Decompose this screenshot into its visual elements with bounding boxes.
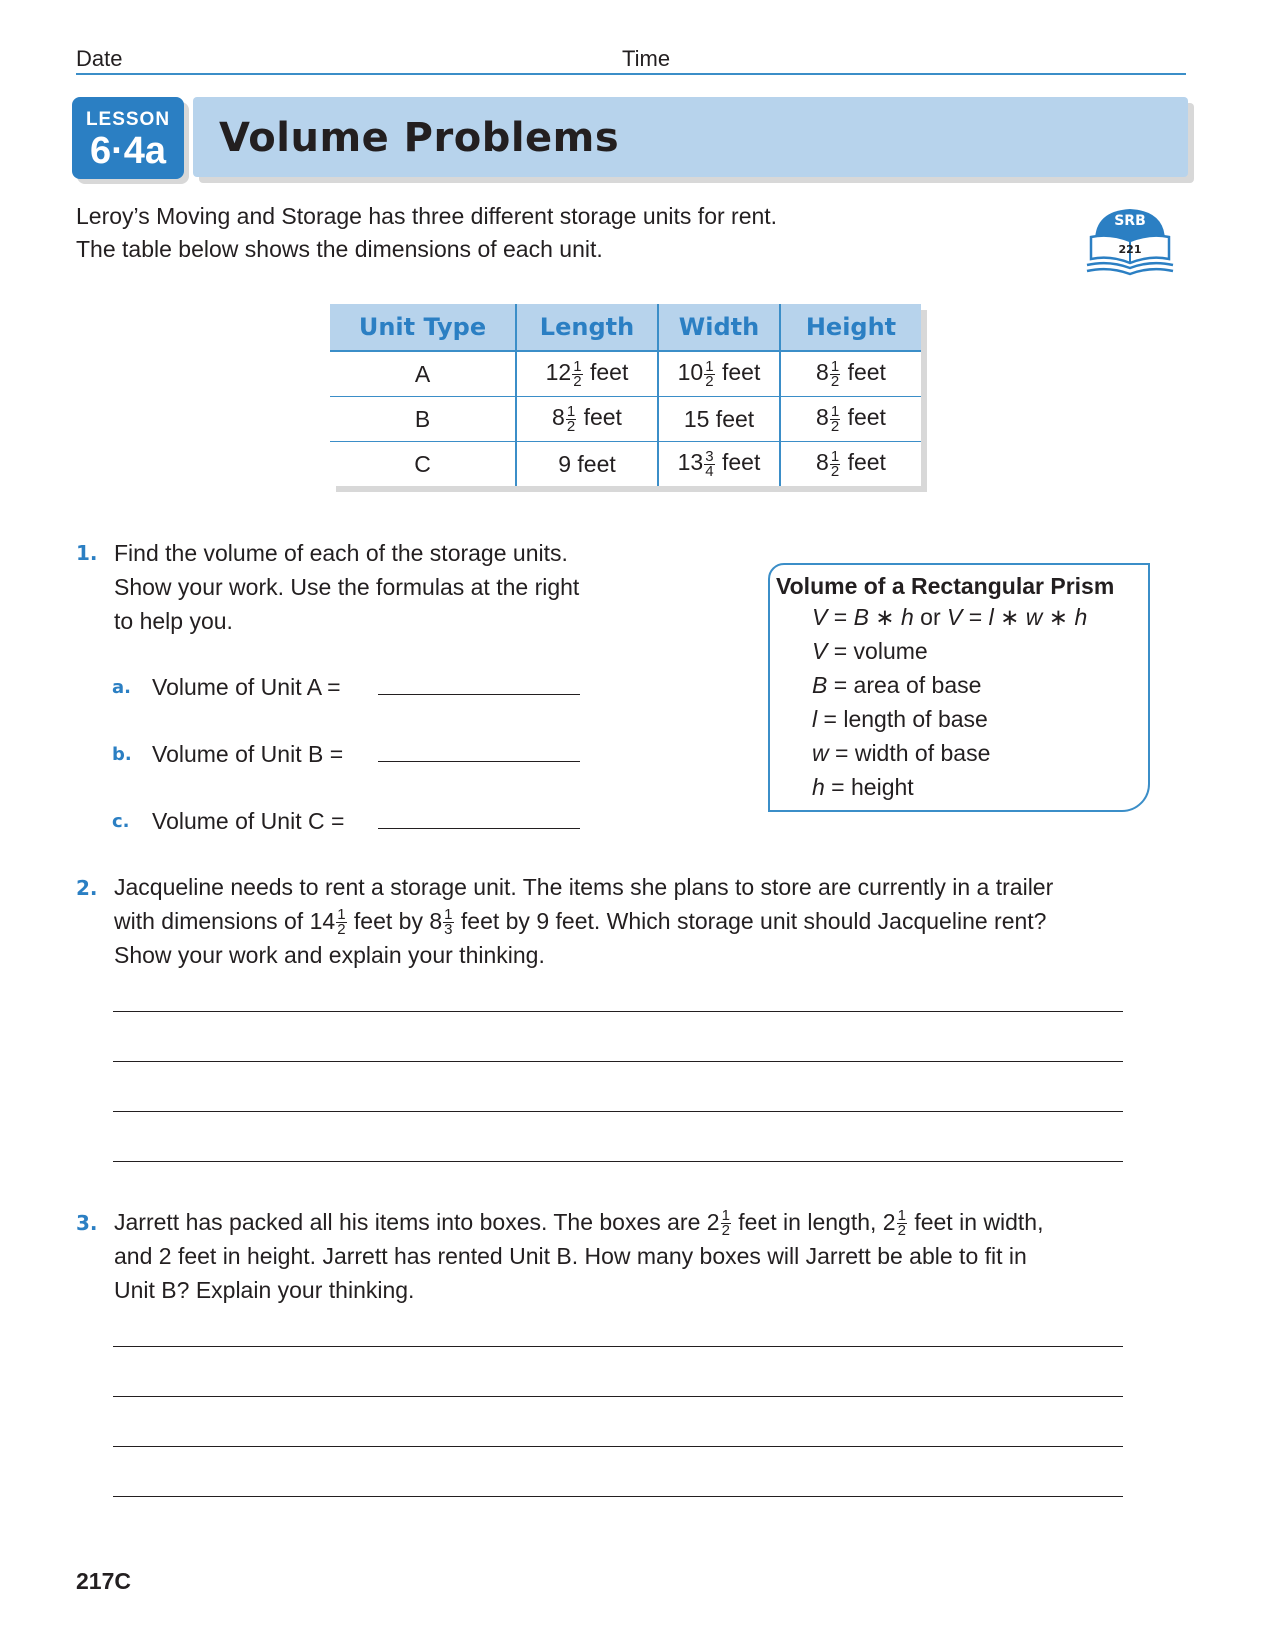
q3-answer-line[interactable]	[113, 1446, 1123, 1447]
q2-answer-line[interactable]	[113, 1061, 1123, 1062]
cell-unit: C	[330, 442, 516, 487]
date-label: Date	[76, 46, 123, 71]
col-length: Length	[516, 304, 658, 351]
q2-text	[114, 870, 1053, 972]
def-length: l = length of base	[812, 706, 988, 732]
q2-line: Show your work and explain your thinking.	[114, 942, 545, 968]
cell-height: 8 $\frac{1}{2}$ feet	[780, 351, 921, 397]
cell-height: 8 $\frac{1}{2}$ feet	[780, 397, 921, 442]
q2-line: with dimensions of 14 $\frac{1}{2}$ feet by 8 $\frac{1}{3}$ feet by 9 feet. Which storage unit should Jacqueline rent?	[114, 906, 1047, 939]
q3-number: 3.	[76, 1211, 98, 1235]
q1b-answer-line[interactable]	[378, 761, 580, 762]
q1a-letter: a.	[112, 677, 131, 698]
time-label: Time	[622, 46, 671, 71]
col-height: Height	[780, 304, 921, 351]
cell-length: 9 feet	[516, 442, 658, 487]
formula-title: Volume of a Rectangular Prism	[776, 573, 1115, 599]
table-row	[330, 351, 921, 397]
q3-answer-line[interactable]	[113, 1346, 1123, 1347]
q1b-text: Volume of Unit B =	[152, 741, 344, 767]
def-base-area: B = area of base	[812, 672, 982, 698]
q1c-letter: c.	[112, 811, 130, 832]
q3-line: and 2 feet in height. Jarrett has rented Unit B. How many boxes will Jarrett be able to fit in	[114, 1243, 1027, 1269]
table-row	[330, 397, 921, 442]
table-row	[330, 442, 921, 487]
intro-line-2: The table below shows the dimensions of each unit.	[76, 236, 603, 262]
units-table	[330, 304, 921, 486]
col-width: Width	[658, 304, 780, 351]
q3-line: Jarrett has packed all his items into boxes. The boxes are 2 $\frac{1}{2}$ feet in length, 2 $\frac{1}{2}$ feet in width,	[114, 1207, 1044, 1240]
page-number: 217C	[76, 1568, 131, 1594]
header-rule	[76, 73, 1186, 75]
def-volume: V = volume	[812, 638, 928, 664]
cell-unit: A	[330, 351, 516, 397]
srb-page: 221	[1118, 243, 1142, 256]
intro-line-1: Leroy’s Moving and Storage has three different storage units for rent.	[76, 203, 778, 229]
srb-label: SRB	[1114, 213, 1146, 229]
formula-box	[768, 563, 1150, 812]
q1c-text: Volume of Unit C =	[152, 808, 345, 834]
q1c-answer-line[interactable]	[378, 828, 580, 829]
units-table-wrap	[330, 304, 921, 486]
cell-height: 8 $\frac{1}{2}$ feet	[780, 442, 921, 487]
cell-width: 15 feet	[658, 397, 780, 442]
q1a-text: Volume of Unit A =	[152, 674, 341, 700]
q2-answer-line[interactable]	[113, 1011, 1123, 1012]
q3-line: Unit B? Explain your thinking.	[114, 1277, 415, 1303]
def-width: w = width of base	[812, 740, 991, 766]
cell-length: 12 $\frac{1}{2}$ feet	[516, 351, 658, 397]
q2-answer-line[interactable]	[113, 1111, 1123, 1112]
lesson-badge	[72, 97, 184, 179]
q2-answer-line[interactable]	[113, 1161, 1123, 1162]
q2-number: 2.	[76, 876, 98, 900]
lesson-number: 6·4a	[89, 130, 167, 172]
intro-text	[76, 200, 777, 266]
q3-text	[114, 1205, 1043, 1307]
q1-line: Find the volume of each of the storage units.	[114, 540, 568, 566]
srb-book-icon	[1085, 203, 1175, 283]
q1-text	[114, 536, 579, 638]
q1a-answer-line[interactable]	[378, 694, 580, 695]
cell-width: 10 $\frac{1}{2}$ feet	[658, 351, 780, 397]
q1-line: Show your work. Use the formulas at the right	[114, 574, 580, 600]
cell-length: 8 $\frac{1}{2}$ feet	[516, 397, 658, 442]
cell-unit: B	[330, 397, 516, 442]
q3-answer-line[interactable]	[113, 1396, 1123, 1397]
col-unit-type: Unit Type	[330, 304, 516, 351]
q1-number: 1.	[76, 541, 98, 565]
page-title: Volume Problems	[219, 115, 620, 161]
q1-line: to help you.	[114, 608, 233, 634]
cell-width: 13 $\frac{3}{4}$ feet	[658, 442, 780, 487]
def-height: h = height	[812, 774, 914, 800]
lesson-label: LESSON	[85, 109, 171, 130]
q1b-letter: b.	[112, 744, 132, 765]
q2-line: Jacqueline needs to rent a storage unit. The items she plans to store are currently in a trailer	[114, 874, 1054, 900]
formula-line: V = B ∗ h or V = l ∗ w ∗ h	[812, 604, 1088, 630]
q3-answer-line[interactable]	[113, 1496, 1123, 1497]
